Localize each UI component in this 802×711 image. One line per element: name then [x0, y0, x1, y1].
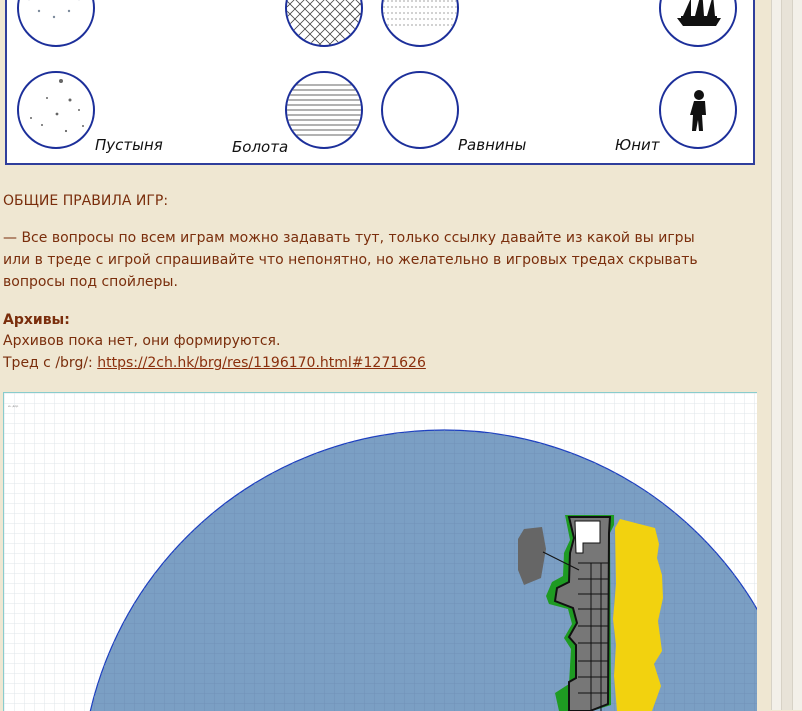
- thread-prefix: Тред с /brg/:: [3, 355, 97, 371]
- crosshatch-pattern-icon: [287, 0, 363, 47]
- thread-line: [3, 352, 426, 374]
- map-corner-label: ю. дор: [8, 404, 18, 408]
- person-icon: [661, 73, 737, 149]
- swamp-label: Болота: [232, 138, 288, 156]
- thread-link[interactable]: https://2ch.hk/brg/res/1196170.html#1271626: [97, 355, 426, 371]
- dotted-wave-pattern-icon: [383, 0, 459, 47]
- plain-label: Равнины: [458, 136, 526, 154]
- water-terrain-sample-top: [381, 0, 459, 47]
- desert-sand-pattern-icon: [19, 73, 95, 149]
- rules-line-3: вопросы под спойлеры.: [3, 271, 748, 293]
- swamp-terrain-sample: [285, 71, 363, 149]
- desert-terrain-sample-top: [17, 0, 95, 47]
- map-svg: [4, 393, 757, 711]
- terrain-legend-panel: [5, 0, 755, 165]
- swamp-terrain-sample-top: [285, 0, 363, 47]
- ship-unit-sample: [659, 0, 737, 47]
- unit-label: Юнит: [615, 136, 660, 154]
- rules-line-2: или в треде с игрой спрашивайте что непонятно, но желательно в игровых тредах скрывать: [3, 249, 748, 271]
- rules-text: [3, 227, 748, 293]
- rules-line-1: — Все вопросы по всем играм можно задавать тут, только ссылку давайте из какой вы игры: [3, 227, 748, 249]
- plain-terrain-sample: [381, 71, 459, 149]
- vertical-scrollbar[interactable]: [771, 0, 802, 710]
- desert-label: Пустыня: [95, 136, 163, 154]
- rules-heading: ОБЩИЕ ПРАВИЛА ИГР:: [3, 190, 168, 212]
- ship-icon: [661, 0, 737, 47]
- sand-area: [613, 519, 663, 711]
- unit-sample: [659, 71, 737, 149]
- archives-title: Архивы:: [3, 309, 70, 331]
- swamp-lines-icon: [287, 73, 363, 149]
- desert-pattern-icon: [19, 0, 95, 47]
- game-map-image: [3, 392, 757, 711]
- archives-text: Архивов пока нет, они формируются.: [3, 330, 280, 352]
- desert-terrain-sample: [17, 71, 95, 149]
